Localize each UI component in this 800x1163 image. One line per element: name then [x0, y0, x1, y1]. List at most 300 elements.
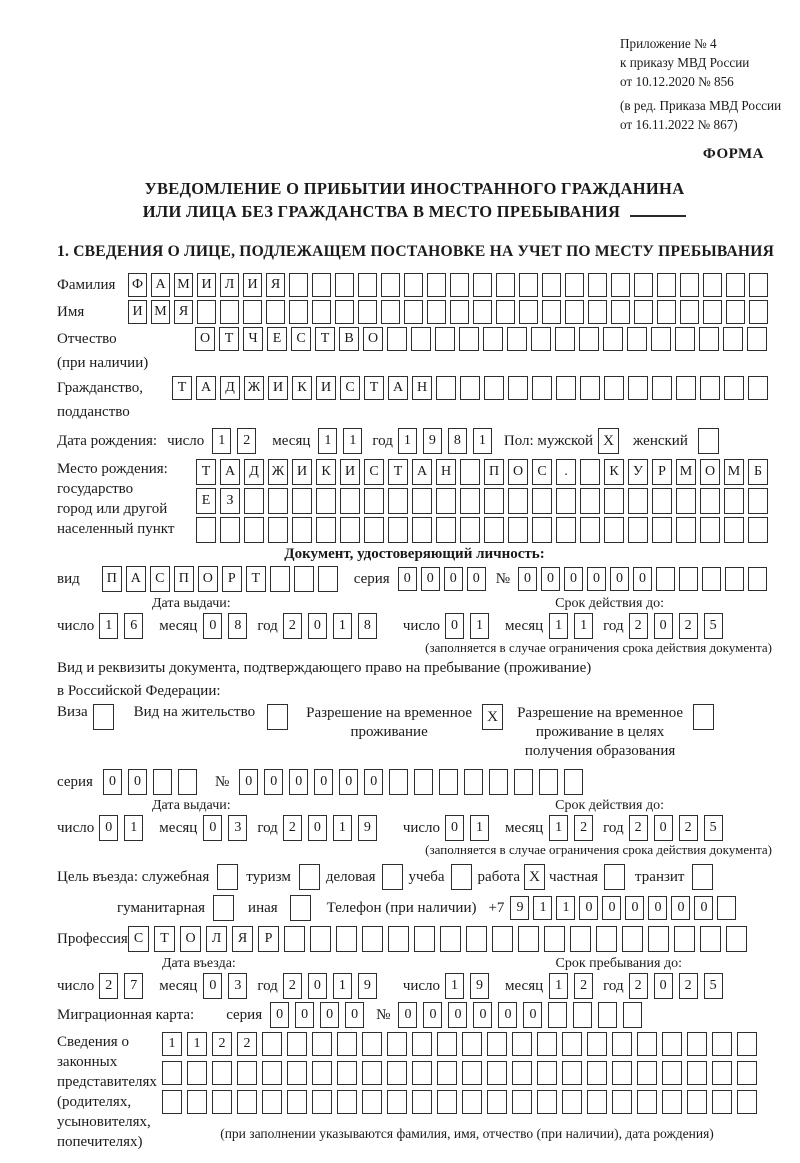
char-box: [634, 300, 653, 324]
char-box: [562, 1061, 582, 1085]
char-box: [539, 769, 558, 795]
char-box: [362, 1061, 382, 1085]
char-box: [266, 300, 285, 324]
char-box: [749, 300, 768, 324]
char-box: [335, 273, 354, 297]
entry-dates-row: [57, 973, 772, 999]
char-box: Т: [315, 327, 335, 351]
label-line: проживание в целях: [535, 724, 665, 740]
char-box: 0: [314, 769, 333, 795]
spacer: [229, 782, 239, 783]
char-box: А: [220, 459, 240, 485]
char-box: [484, 517, 504, 543]
char-box: 2: [574, 973, 593, 999]
char-box: [724, 488, 744, 514]
char-box: Л: [220, 273, 239, 297]
char-box: [512, 1090, 532, 1114]
birthplace-block: [57, 459, 772, 543]
char-box: 1: [398, 428, 417, 454]
char-box: П: [174, 566, 194, 592]
label: число: [402, 617, 441, 634]
char-box: А: [126, 566, 146, 592]
entry-date-heads: [57, 956, 772, 972]
firstname-label: Имя: [57, 303, 85, 320]
form-title-line1: УВЕДОМЛЕНИЕ О ПРИБЫТИИ ИНОСТРАННОГО ГРАЖДАНИНА: [144, 179, 685, 198]
char-box: 0: [633, 567, 652, 591]
char-box: [556, 517, 576, 543]
char-box: [573, 1002, 592, 1028]
char-box: 0: [648, 896, 667, 920]
permit-expiry-month-boxes: [549, 815, 599, 841]
birthplace-extra-boxes: [196, 517, 772, 543]
char-box: [312, 1090, 332, 1114]
char-box: 9: [510, 896, 529, 920]
char-box: П: [102, 566, 122, 592]
char-box: [662, 1032, 682, 1056]
birthdate-label: Дата рождения:: [57, 432, 158, 449]
purpose-tourism-label: туризм: [246, 868, 291, 885]
permit-issue-head: Дата выдачи:: [152, 798, 231, 813]
label-line: Место рождения:: [57, 461, 168, 477]
char-box: [604, 488, 624, 514]
spacer: [682, 964, 772, 965]
char-box: Д: [220, 376, 240, 400]
char-box: 0: [467, 567, 486, 591]
char-box: 2: [99, 973, 118, 999]
label: месяц: [159, 819, 198, 836]
purpose-study-label: учеба: [408, 868, 445, 885]
purpose-transit-label: транзит: [635, 868, 685, 885]
char-box: Р: [258, 926, 279, 952]
surname-boxes: [128, 273, 772, 297]
char-box: [487, 1061, 507, 1085]
label: месяц: [505, 977, 544, 994]
doc-kind-boxes: [102, 566, 342, 592]
spacer: [383, 626, 403, 627]
char-box: [723, 327, 743, 351]
char-box: [564, 769, 583, 795]
char-box: [337, 1032, 357, 1056]
char-box: [412, 517, 432, 543]
purpose-study-checkbox: [451, 864, 472, 890]
char-box: [496, 273, 515, 297]
char-box: 2: [679, 973, 698, 999]
label: месяц: [159, 977, 198, 994]
label: год: [603, 819, 624, 836]
birth-day-boxes: [212, 428, 262, 454]
char-box: [652, 517, 672, 543]
purpose-other-label: иная: [248, 899, 278, 916]
doc-number-boxes: [518, 567, 771, 591]
char-box: [387, 1061, 407, 1085]
char-box: 0: [239, 769, 258, 795]
char-box: И: [340, 459, 360, 485]
char-box: [532, 517, 552, 543]
char-box: И: [268, 376, 288, 400]
char-box: [726, 926, 747, 952]
char-box: 0: [264, 769, 283, 795]
char-box: [237, 1090, 257, 1114]
char-box: [462, 1032, 482, 1056]
char-box: 3: [228, 973, 247, 999]
char-box: 8: [228, 613, 247, 639]
spacer: [625, 877, 635, 878]
expiry-year-boxes: [629, 613, 729, 639]
char-box: 8: [448, 428, 467, 454]
spacer: [495, 828, 505, 829]
residence-permit-label: Вид на жительство: [133, 704, 256, 720]
char-box: [436, 376, 456, 400]
char-box: [587, 1061, 607, 1085]
purpose-private-checkbox: [604, 864, 625, 890]
char-box: [464, 769, 483, 795]
char-box: 9: [358, 815, 377, 841]
char-box: О: [195, 327, 215, 351]
doc-number-label: №: [495, 570, 510, 587]
char-box: М: [151, 300, 170, 324]
char-box: Р: [652, 459, 672, 485]
char-box: [580, 517, 600, 543]
char-box: [462, 1061, 482, 1085]
expiry-date-head: Срок действия до:: [555, 596, 664, 611]
char-box: [466, 926, 487, 952]
annex-line-3: от 10.12.2020 № 856: [620, 74, 734, 89]
char-box: [556, 488, 576, 514]
birthplace-city-boxes: [196, 488, 772, 514]
char-box: [340, 488, 360, 514]
char-box: [460, 376, 480, 400]
patronymic-block-label: [57, 327, 195, 375]
label: месяц: [505, 617, 544, 634]
char-box: [717, 896, 736, 920]
guardians-boxes-3: [162, 1090, 762, 1114]
char-box: 6: [124, 613, 143, 639]
char-box: М: [174, 273, 193, 297]
permit-date-heads: [57, 798, 772, 814]
box-row: [196, 517, 772, 543]
patronymic-block-rows: [195, 327, 772, 351]
migration-number-boxes: [398, 1002, 648, 1028]
char-box: Я: [266, 273, 285, 297]
char-box: [580, 376, 600, 400]
char-box: 0: [602, 896, 621, 920]
identity-doc-heading-text: Документ, удостоверяющий личность:: [284, 546, 545, 562]
form-title-line2-wrap: [57, 200, 772, 223]
char-box: [598, 1002, 617, 1028]
entry-month-boxes: [203, 973, 253, 999]
char-box: А: [412, 459, 432, 485]
char-box: [604, 376, 624, 400]
char-box: [389, 769, 408, 795]
month-label: месяц: [272, 432, 311, 449]
char-box: 2: [237, 1032, 257, 1056]
char-box: 8: [358, 613, 377, 639]
char-box: [460, 488, 480, 514]
box-row: [195, 327, 772, 351]
char-box: 0: [625, 896, 644, 920]
char-box: 1: [333, 815, 352, 841]
char-box: 1: [162, 1032, 182, 1056]
migration-card-label: Миграционная карта:: [57, 1006, 195, 1023]
char-box: [289, 273, 308, 297]
spacer: [383, 828, 403, 829]
form-title: [57, 177, 772, 223]
char-box: [437, 1090, 457, 1114]
char-box: 0: [128, 769, 147, 795]
char-box: 1: [533, 896, 552, 920]
char-box: [556, 376, 576, 400]
char-box: [450, 273, 469, 297]
issue-date-head: Дата выдачи:: [152, 596, 231, 611]
char-box: [580, 459, 600, 485]
spacer: [288, 704, 306, 705]
char-box: 0: [320, 1002, 339, 1028]
migration-card-row: [57, 1002, 772, 1028]
char-box: [634, 273, 653, 297]
char-box: [440, 926, 461, 952]
char-box: [712, 1090, 732, 1114]
char-box: 1: [574, 613, 593, 639]
char-box: 0: [423, 1002, 442, 1028]
entry-day-boxes: [99, 973, 149, 999]
char-box: [412, 1090, 432, 1114]
char-box: 1: [124, 815, 143, 841]
char-box: И: [292, 459, 312, 485]
char-box: [537, 1032, 557, 1056]
spacer: [383, 986, 403, 987]
char-box: 0: [203, 613, 222, 639]
temp-residence-checkbox: X: [482, 704, 503, 730]
char-box: [270, 566, 290, 592]
permit-expiry-note: (заполняется в случае ограничения срока действия документа): [425, 842, 772, 857]
spacer: [664, 806, 772, 807]
firstname-row: [57, 300, 772, 324]
spacer: [291, 877, 299, 878]
char-box: 1: [343, 428, 362, 454]
char-box: [612, 1061, 632, 1085]
form-body: [57, 273, 772, 1152]
char-box: [411, 327, 431, 351]
char-box: [243, 300, 262, 324]
char-box: 0: [498, 1002, 517, 1028]
char-box: А: [388, 376, 408, 400]
char-box: [726, 273, 745, 297]
citizenship-boxes: [172, 376, 772, 400]
char-box: [427, 273, 446, 297]
label-line: подданство: [57, 404, 130, 420]
char-box: [652, 488, 672, 514]
birth-month-boxes: [318, 428, 368, 454]
char-box: [414, 926, 435, 952]
char-box: 0: [523, 1002, 542, 1028]
char-box: 0: [654, 973, 673, 999]
char-box: 0: [473, 1002, 492, 1028]
char-box: [388, 926, 409, 952]
char-box: [519, 300, 538, 324]
label: год: [603, 977, 624, 994]
char-box: [362, 1032, 382, 1056]
char-box: [579, 327, 599, 351]
char-box: 2: [237, 428, 256, 454]
label-line: Разрешение на временное: [306, 705, 473, 721]
entry-date-head: Дата въезда:: [162, 956, 236, 971]
label: число: [402, 977, 441, 994]
passport-dates-row: [57, 613, 772, 639]
residence-doc-title-row: [57, 660, 772, 677]
char-box: Н: [412, 376, 432, 400]
char-box: Н: [436, 459, 456, 485]
char-box: [700, 517, 720, 543]
label-line: проживание: [350, 724, 428, 740]
purpose-transit-checkbox: [692, 864, 713, 890]
char-box: [531, 327, 551, 351]
expiry-month-boxes: [549, 613, 599, 639]
char-box: [604, 517, 624, 543]
label: месяц: [505, 819, 544, 836]
char-box: [244, 517, 264, 543]
label-line: Отчество: [57, 331, 117, 347]
char-box: С: [340, 376, 360, 400]
spacer: [209, 877, 217, 878]
char-box: 2: [212, 1032, 232, 1056]
spacer: [231, 806, 556, 807]
char-box: 9: [470, 973, 489, 999]
char-box: [244, 488, 264, 514]
char-box: Б: [748, 459, 768, 485]
char-box: [700, 376, 720, 400]
visa-label: Виза: [57, 704, 88, 720]
label-line: населенный пункт: [57, 521, 175, 537]
spacer: [310, 441, 318, 442]
label: год: [257, 617, 278, 634]
char-box: [637, 1090, 657, 1114]
stay-month-boxes: [549, 973, 599, 999]
char-box: 5: [704, 815, 723, 841]
form-title-line2: ИЛИ ЛИЦА БЕЗ ГРАЖДАНСТВА В МЕСТО ПРЕБЫВАНИЯ: [142, 202, 621, 221]
char-box: [187, 1061, 207, 1085]
char-box: И: [316, 376, 336, 400]
issue-year-boxes: [283, 613, 383, 639]
char-box: [312, 1032, 332, 1056]
char-box: [312, 273, 331, 297]
permit-type-row: [57, 704, 772, 761]
purpose-business-checkbox: [382, 864, 403, 890]
gender-male-label: Пол: мужской: [503, 432, 594, 449]
char-box: А: [151, 273, 170, 297]
char-box: [679, 567, 698, 591]
residence-permit-checkbox: [267, 704, 288, 730]
spacer: [194, 1015, 226, 1016]
stay-until-head: Срок пребывания до:: [555, 956, 682, 971]
permit-expiry-head: Срок действия до:: [555, 798, 664, 813]
char-box: 0: [103, 769, 122, 795]
residence-doc-title: Вид и реквизиты документа, подтверждающего право на пребывание (проживание): [57, 660, 592, 676]
box-row: [172, 376, 772, 400]
spacer: [262, 1015, 270, 1016]
char-box: [580, 488, 600, 514]
char-box: [537, 1090, 557, 1114]
char-box: [748, 567, 767, 591]
spacer: [57, 908, 117, 909]
purpose-work-checkbox: X: [524, 864, 545, 890]
label: число: [57, 977, 95, 994]
char-box: 0: [295, 1002, 314, 1028]
char-box: 2: [283, 815, 302, 841]
char-box: Л: [206, 926, 227, 952]
surname-label: Фамилия: [57, 276, 116, 293]
patronymic-block: [57, 327, 772, 375]
char-box: [699, 327, 719, 351]
char-box: 0: [448, 1002, 467, 1028]
char-box: 2: [574, 815, 593, 841]
spacer: [205, 908, 213, 909]
char-box: [508, 488, 528, 514]
char-box: Я: [174, 300, 193, 324]
char-box: [337, 1061, 357, 1085]
char-box: [652, 376, 672, 400]
phone-prefix: +7: [488, 899, 505, 916]
purpose-row-2: [57, 895, 772, 921]
char-box: К: [292, 376, 312, 400]
char-box: 0: [445, 613, 464, 639]
stay-year-boxes: [629, 973, 729, 999]
spacer: [149, 828, 159, 829]
annex-reference: [620, 34, 782, 134]
char-box: [404, 273, 423, 297]
char-box: З: [220, 488, 240, 514]
char-box: 0: [541, 567, 560, 591]
char-box: [637, 1061, 657, 1085]
permit-expiry-year-boxes: [629, 815, 729, 841]
char-box: [747, 327, 767, 351]
box-row: [162, 1061, 772, 1085]
char-box: [412, 1032, 432, 1056]
spacer: [495, 986, 505, 987]
box-row: [196, 459, 772, 485]
char-box: [387, 1090, 407, 1114]
label-line: город или другой: [57, 501, 168, 517]
spacer: [503, 704, 517, 705]
char-box: К: [604, 459, 624, 485]
permit-series-row: [57, 769, 772, 795]
char-box: М: [724, 459, 744, 485]
purpose-humanitarian-checkbox: [213, 895, 234, 921]
char-box: [544, 926, 565, 952]
char-box: [587, 1032, 607, 1056]
char-box: [628, 376, 648, 400]
char-box: 0: [99, 815, 118, 841]
identity-doc-heading: [57, 546, 772, 563]
char-box: 3: [228, 815, 247, 841]
passport-date-heads: [57, 596, 772, 612]
spacer: [57, 806, 152, 807]
char-box: [439, 769, 458, 795]
char-box: [637, 1032, 657, 1056]
label: число: [402, 819, 441, 836]
guardians-block: [57, 1032, 772, 1152]
spacer: [684, 877, 692, 878]
char-box: Ф: [128, 273, 147, 297]
char-box: [492, 926, 513, 952]
purpose-other-checkbox: [290, 895, 311, 921]
char-box: Е: [196, 488, 216, 514]
char-box: 2: [679, 815, 698, 841]
char-box: 1: [99, 613, 118, 639]
char-box: [312, 1061, 332, 1085]
char-box: [748, 376, 768, 400]
char-box: О: [508, 459, 528, 485]
char-box: [726, 300, 745, 324]
